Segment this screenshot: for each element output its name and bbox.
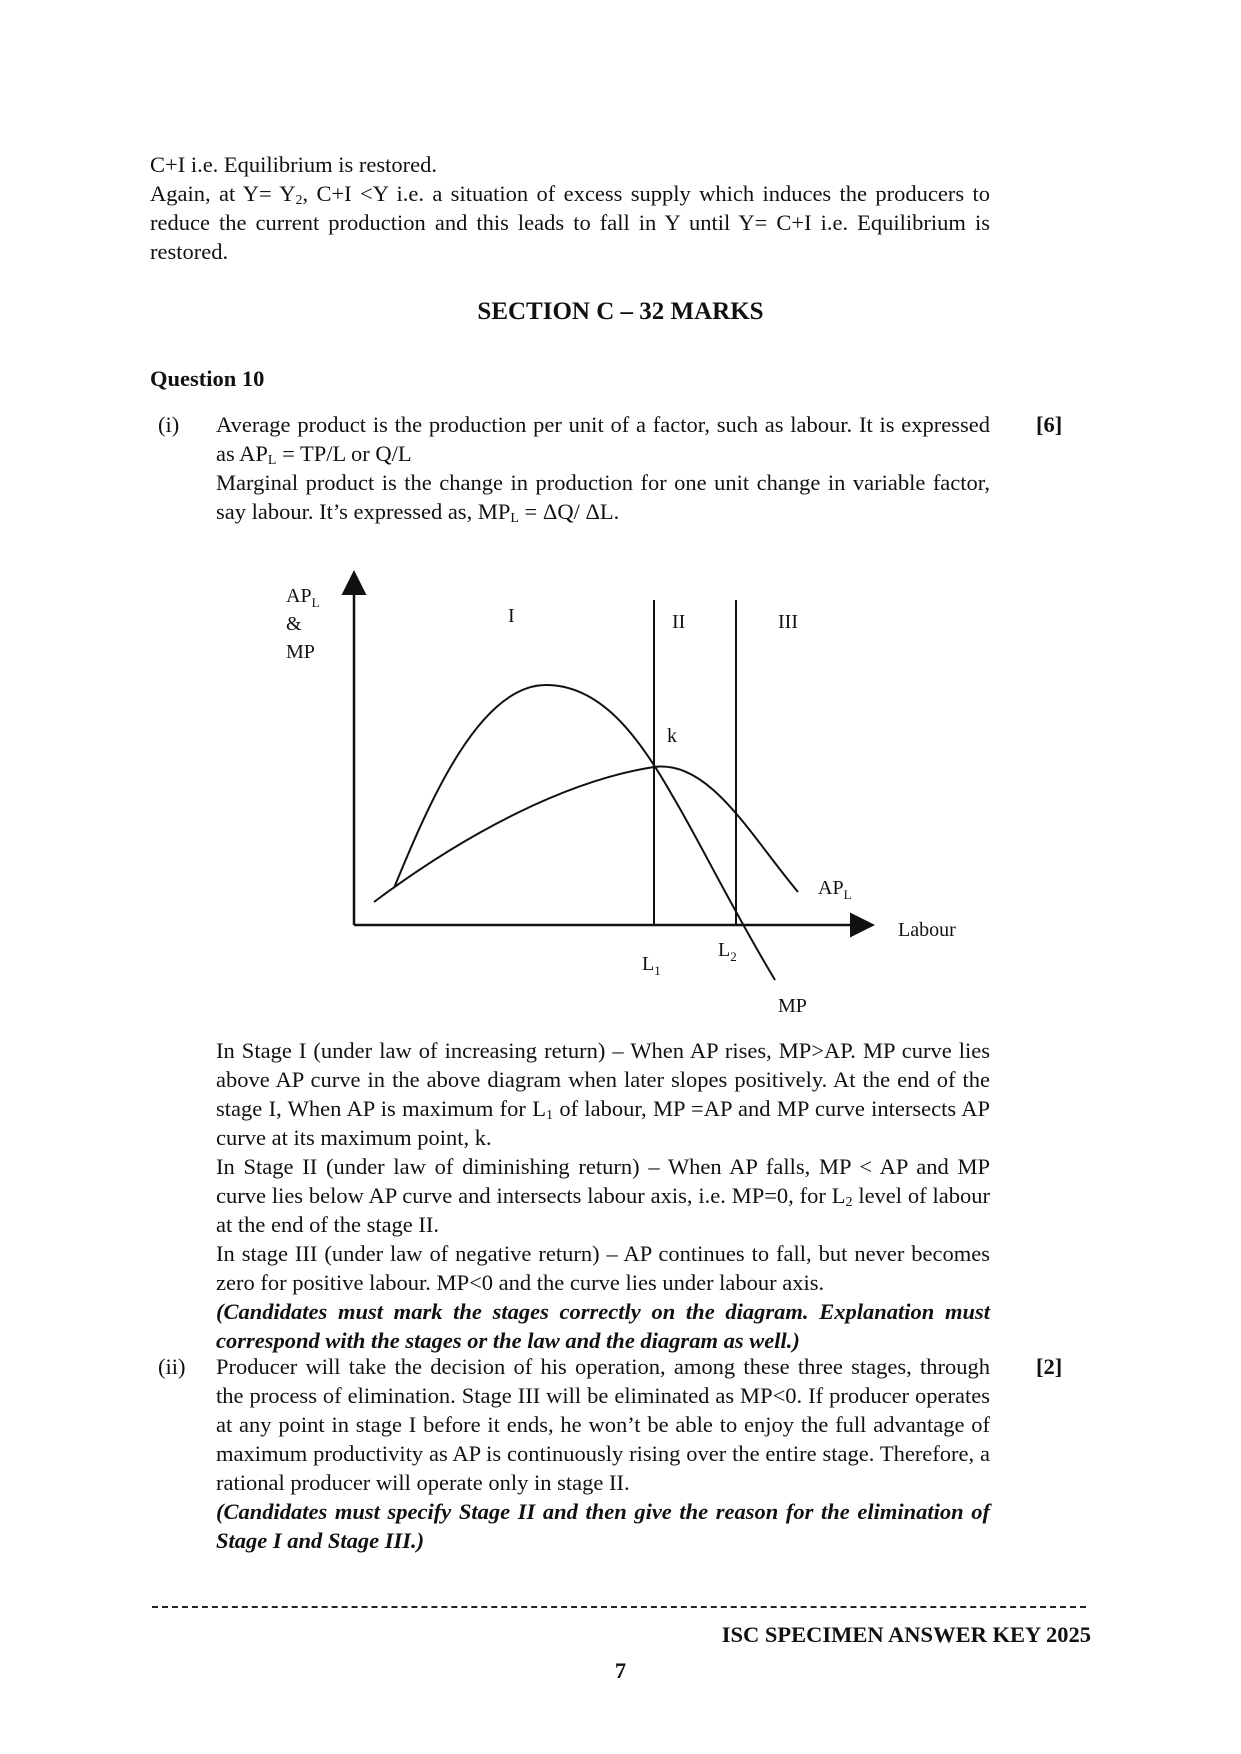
stage2-sub: 2	[845, 1195, 853, 1210]
def-ap-pre: Average product is the production per unit of a factor, such as labour. It is expressed as AP	[216, 412, 990, 466]
def-mp-pre: Marginal product is the change in production for one unit change in variable factor, say labour. It’s expressed as, MP	[216, 470, 990, 524]
definition-ap	[216, 410, 990, 468]
y-axis-label-mp: MP	[286, 641, 315, 663]
part-ii-marks: [2]	[1036, 1354, 1063, 1379]
mp-curve	[394, 685, 775, 980]
footer-divider	[152, 1606, 1086, 1608]
stage-i-label: I	[508, 605, 515, 627]
intro-text	[150, 150, 990, 266]
part-ii-block	[216, 1352, 990, 1555]
intro-line-1: C+I i.e. Equilibrium is restored.	[150, 152, 438, 177]
def-ap-post: = TP/L or Q/L	[276, 441, 412, 466]
part-ii-note: (Candidates must specify Stage II and then give the reason for the elimination of Stage I and Stage III.)	[216, 1499, 990, 1553]
definition-mp	[216, 468, 990, 526]
ap-curve-label: $AP_L$	[818, 877, 852, 902]
intro-paragraph-2	[150, 179, 990, 266]
part-ii-text: Producer will take the decision of his operation, among these three stages, through the process of elimination. Stage III will be eliminated as MP<0. If producer operates at any point in stage I before it ends, he won’t be able to enjoy the full advantage of maximum productivity as AP is continuously rising over the entire stage. Therefore, a rational producer will operate only in stage II.	[216, 1354, 990, 1495]
y-axis-label-ap: $AP_L$	[286, 585, 320, 610]
ap-curve	[374, 767, 798, 902]
intro-para2-post: , C+I <Y i.e. a situation of excess supply which induces the producers to reduce the current production and this leads to fall in Y until Y= C+I i.e. Equilibrium is restored.	[150, 181, 990, 264]
part-ii-label: (ii)	[158, 1354, 186, 1379]
definitions-block	[216, 410, 990, 526]
l2-label: $L_2$	[718, 939, 737, 964]
x-axis-label: Labour	[898, 919, 956, 941]
intro-para2-sub: 2	[295, 193, 303, 208]
stage-3-explanation: In stage III (under law of negative return) – AP continues to fall, but never becomes zero for positive labour. MP<0 and the curve lies under labour axis.	[216, 1241, 990, 1295]
stage-ii-label: II	[672, 611, 686, 633]
mp-curve-label: MP	[778, 995, 807, 1017]
stage1-pre: In Stage I (under law of increasing return) – When AP rises, MP>AP. MP curve lies above AP curve in the above diagram when later slopes positively. At the end of the stage I, When AP is maximum for L	[216, 1038, 990, 1121]
stages-explanation	[216, 1036, 990, 1355]
def-mp-sub: L	[510, 511, 519, 526]
def-ap-sub: L	[267, 453, 277, 468]
stage-iii-label: III	[778, 611, 798, 633]
stage2-pre: In Stage II (under law of diminishing return) – When AP falls, MP < AP and MP curve lies below AP curve and intersects labour axis, i.e. MP=0, for L	[216, 1154, 990, 1208]
stage2-post: level of labour at the end of the stage II.	[216, 1183, 990, 1237]
section-title: SECTION C – 32 MARKS	[477, 298, 764, 325]
stage1-sub: 1	[546, 1108, 553, 1123]
question-title: Question 10	[150, 366, 265, 391]
l1-label: $L_1$	[642, 953, 661, 978]
intro-para2-pre: Again, at Y= Y	[150, 181, 296, 206]
stages-of-production-diagram	[270, 560, 990, 1030]
point-k-label: k	[667, 725, 677, 747]
stage-2-explanation	[216, 1152, 990, 1239]
y-axis-label-and: &	[286, 613, 302, 635]
part-i-label: (i)	[158, 412, 180, 437]
page-number: 7	[614, 1658, 627, 1683]
def-mp-post: = ΔQ/ ΔL.	[518, 499, 620, 524]
stage1-post: of labour, MP =AP and MP curve intersects AP curve at its maximum point, k.	[216, 1096, 990, 1150]
stage-1-explanation	[216, 1036, 990, 1152]
part-i-note: (Candidates must mark the stages correctly on the diagram. Explanation must correspond with the stages or the law and the diagram as well.)	[216, 1299, 990, 1353]
footer-title: ISC SPECIMEN ANSWER KEY 2025	[721, 1622, 1091, 1647]
part-i-marks: [6]	[1036, 412, 1063, 437]
